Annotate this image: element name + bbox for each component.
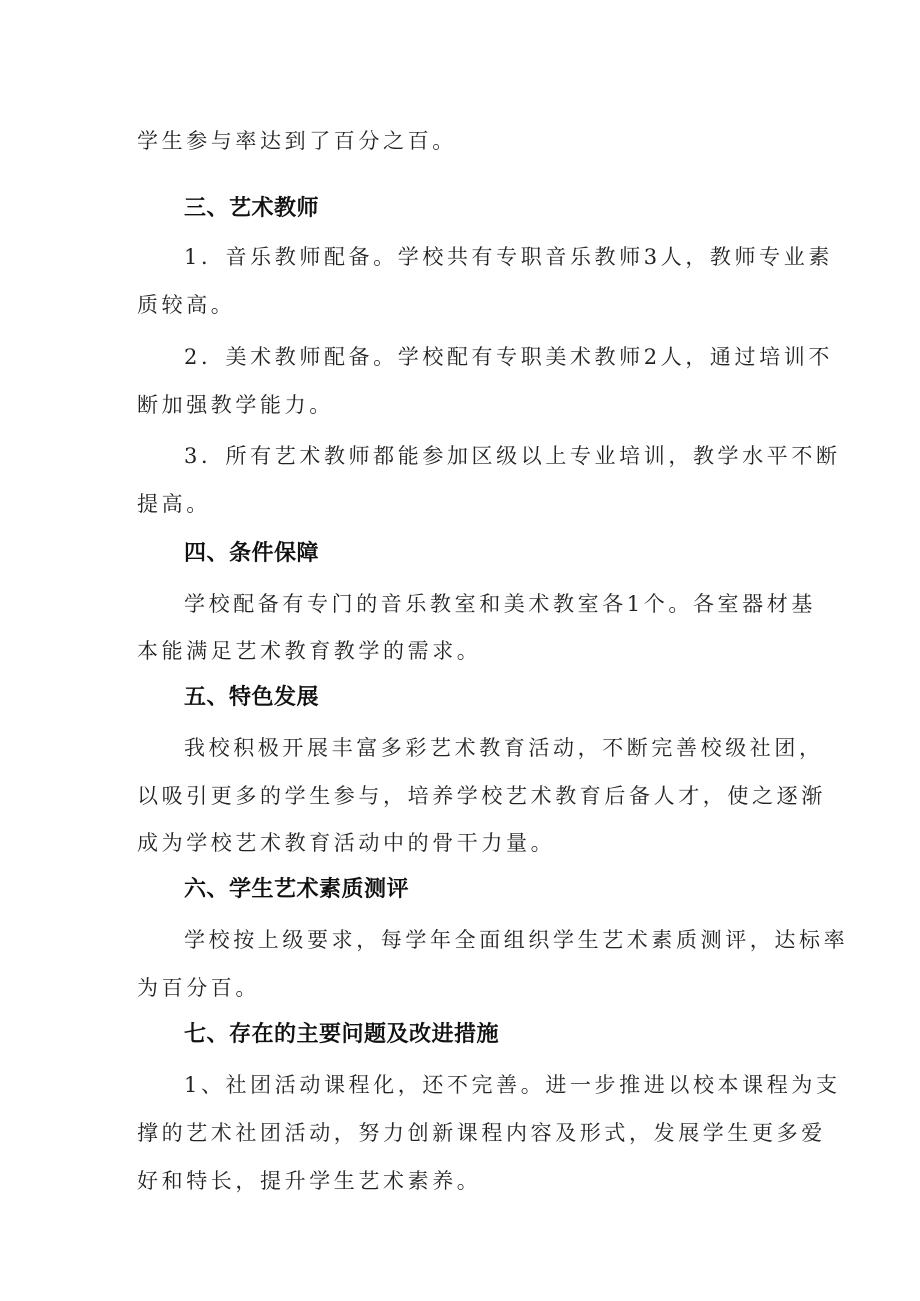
paragraph-line: 提高。 — [137, 492, 211, 516]
continuation-text: 学生参与率达到了百分之百。 — [137, 129, 457, 153]
paragraph-line: 2．美术教师配备。学校配有专职美术教师2人，通过培训不 — [184, 345, 833, 369]
paragraph-line: 1、社团活动课程化，还不完善。进一步推进以校本课程为支 — [184, 1073, 841, 1097]
paragraph-line: 学校配备有专门的音乐教室和美术教室各1个。各室器材基 — [184, 592, 816, 616]
paragraph-line: 断加强教学能力。 — [137, 393, 334, 417]
paragraph-line: 1．音乐教师配备。学校共有专职音乐教师3人，教师专业素 — [184, 245, 833, 269]
paragraph-line: 好和特长，提升学生艺术素养。 — [137, 1169, 482, 1193]
section-heading-art-teachers: 三、艺术教师 — [184, 196, 320, 221]
section-heading-art-assessment: 六、学生艺术素质测评 — [184, 877, 410, 902]
section-heading-problems-improvements: 七、存在的主要问题及改进措施 — [184, 1022, 500, 1047]
section-heading-featured-development: 五、特色发展 — [184, 685, 320, 710]
paragraph-line: 我校积极开展丰富多彩艺术教育活动，不断完善校级社团， — [184, 736, 824, 760]
section-heading-conditions: 四、条件保障 — [184, 541, 320, 566]
paragraph-line: 成为学校艺术教育活动中的骨干力量。 — [137, 831, 556, 855]
paragraph-line: 以吸引更多的学生参与，培养学校艺术教育后备人才，使之逐渐 — [137, 784, 826, 808]
paragraph-line: 质较高。 — [137, 293, 236, 317]
paragraph-line: 撑的艺术社团活动，努力创新课程内容及形式，发展学生更多爱 — [137, 1121, 826, 1145]
paragraph-line: 学校按上级要求，每学年全面组织学生艺术素质测评，达标率 — [184, 928, 849, 952]
paragraph-line: 为百分百。 — [137, 976, 260, 1000]
paragraph-line: 本能满足艺术教育教学的需求。 — [137, 639, 482, 663]
paragraph-line: 3．所有艺术教师都能参加区级以上专业培训，教学水平不断 — [184, 444, 841, 468]
